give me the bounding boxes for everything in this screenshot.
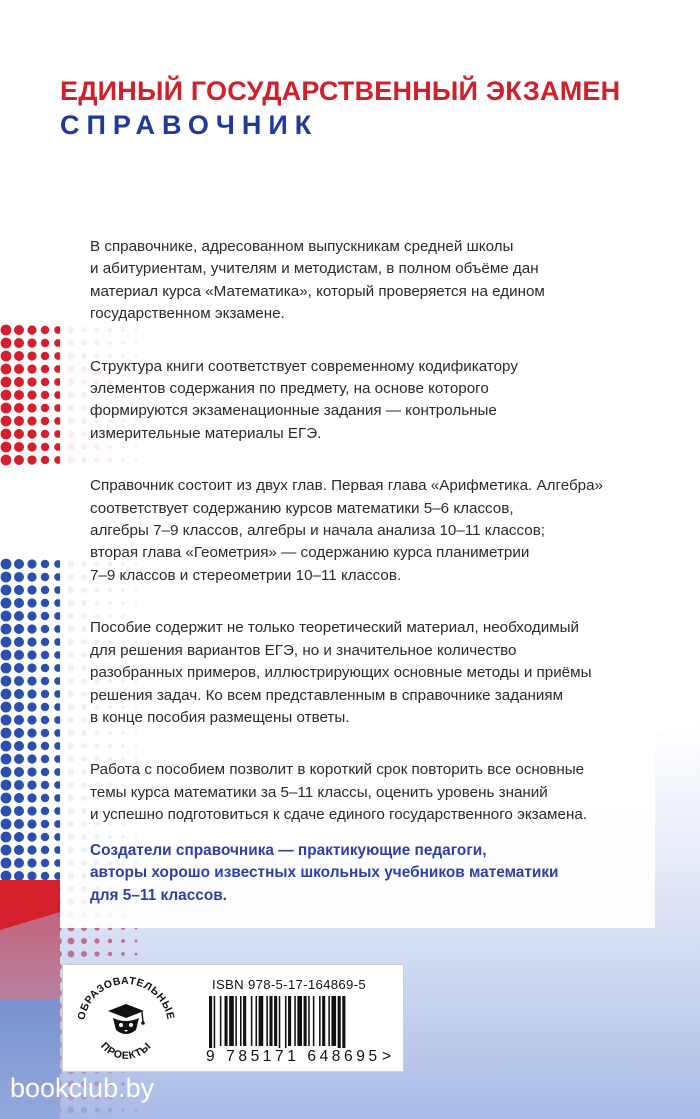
halftone-dot [14, 715, 24, 725]
halftone-dot [27, 325, 36, 334]
halftone-dot [27, 390, 36, 399]
barcode-bar [322, 996, 325, 1046]
barcode-bar [229, 996, 234, 1046]
halftone-dot [1, 390, 12, 401]
halftone-dot [14, 624, 24, 634]
halftone-dot [41, 352, 49, 360]
halftone-dot [14, 416, 24, 426]
halftone-dot [41, 703, 49, 711]
halftone-dot [27, 377, 36, 386]
halftone-dot [1, 741, 12, 752]
text-line: соответствует содержанию курсов математики 5–6 классов, [90, 499, 514, 517]
halftone-dot [14, 403, 24, 413]
isbn-number: ISBN 978-5-17-164869-5 [212, 977, 366, 992]
halftone-dot [27, 663, 36, 672]
barcode-bar [331, 996, 336, 1046]
halftone-dot [27, 572, 36, 581]
halftone-dot [1, 611, 12, 622]
description-paragraph [90, 617, 650, 729]
barcode-bar [214, 996, 216, 1054]
barcode-bar [288, 996, 291, 1046]
barcode-bar [240, 996, 242, 1046]
halftone-dot [41, 586, 49, 594]
halftone-dot [27, 676, 36, 685]
halftone-dot [41, 339, 49, 347]
halftone-dot [41, 768, 49, 776]
text-line: материал курса «Математика», который проверяется на едином [90, 282, 545, 300]
barcode-bar [251, 996, 253, 1046]
halftone-dot [27, 858, 36, 867]
halftone-dot [41, 833, 49, 841]
halftone-dot [14, 754, 24, 764]
halftone-dot [27, 832, 36, 841]
halftone-dot [41, 781, 49, 789]
halftone-dot [41, 872, 49, 880]
text-line: элементов содержания по предмету, на основе которого [90, 380, 489, 398]
halftone-dot [1, 585, 12, 596]
halftone-dot [1, 819, 12, 830]
halftone-dot [41, 755, 49, 763]
halftone-dot [27, 728, 36, 737]
creators-note [90, 840, 650, 907]
halftone-dot [1, 715, 12, 726]
barcode-bar [220, 996, 222, 1046]
barcode-bar [308, 996, 310, 1046]
halftone-dot [27, 338, 36, 347]
halftone-dot [1, 754, 12, 765]
halftone-dot [41, 638, 49, 646]
halftone-dot [14, 611, 24, 621]
halftone-dot [1, 637, 12, 648]
halftone-dot [41, 677, 49, 685]
halftone-dot [41, 378, 49, 386]
text-line: вторая глава «Геометрия» — содержанию курса планиметрии [90, 544, 530, 562]
halftone-dot [14, 442, 24, 452]
barcode-bars [209, 996, 345, 1054]
text-line: и успешно подготовиться к сдаче единого государственного экзамена. [90, 806, 588, 824]
halftone-dot [27, 793, 36, 802]
text-line: 7–9 классов и стереометрии 10–11 классов. [90, 566, 402, 584]
barcode-bar [225, 996, 228, 1046]
halftone-dot [1, 663, 12, 674]
halftone-dot [27, 715, 36, 724]
halftone-dot [27, 611, 36, 620]
text-line: измерительные материалы ЕГЭ. [90, 424, 322, 442]
barcode-bar [304, 996, 307, 1046]
halftone-dot [41, 651, 49, 659]
halftone-dot [41, 456, 49, 464]
halftone-dot [41, 716, 49, 724]
series-title: ЕДИНЫЙ ГОСУДАРСТВЕННЫЙ ЭКЗАМЕН [60, 76, 621, 106]
halftone-dot [14, 780, 24, 790]
barcode [205, 996, 385, 1054]
text-line: авторы хорошо известных школьных учебников математики [90, 864, 559, 882]
halftone-dot [1, 871, 12, 882]
text-line: для 5–11 классов. [90, 886, 227, 904]
barcode-bar [328, 996, 330, 1046]
halftone-dot [27, 702, 36, 711]
halftone-dot [27, 871, 36, 880]
halftone-dot [27, 455, 36, 464]
book-description [90, 236, 650, 857]
halftone-dot [27, 364, 36, 373]
halftone-dot [1, 559, 12, 570]
halftone-dot [41, 326, 49, 334]
halftone-dot [14, 377, 24, 387]
halftone-dot [14, 819, 24, 829]
halftone-dot [14, 572, 24, 582]
halftone-dot [27, 767, 36, 776]
text-line: темы курса математики за 5–11 классы, оценить уровень знаний [90, 783, 548, 801]
barcode-bar [342, 996, 345, 1054]
logo-text-bottom: ПРОЕКТЫ [98, 1039, 154, 1062]
halftone-dot [1, 364, 12, 375]
halftone-dot [14, 767, 24, 777]
description-paragraph [90, 475, 650, 587]
halftone-dot [41, 625, 49, 633]
halftone-dot [14, 338, 24, 348]
halftone-dot [1, 598, 12, 609]
halftone-dot [41, 846, 49, 854]
halftone-dot [41, 690, 49, 698]
halftone-dot [27, 845, 36, 854]
halftone-dot [27, 637, 36, 646]
halftone-dot [14, 598, 24, 608]
description-paragraph [90, 759, 650, 826]
halftone-dot [27, 780, 36, 789]
halftone-dot [14, 858, 24, 868]
barcode-bar [274, 996, 277, 1046]
halftone-dot [14, 793, 24, 803]
halftone-dot [41, 807, 49, 815]
barcode-bar [256, 996, 258, 1046]
halftone-dot [41, 404, 49, 412]
halftone-dot [41, 573, 49, 581]
text-line: В справочнике, адресованном выпускникам средней школы [90, 238, 514, 255]
barcode-bar [297, 996, 302, 1046]
halftone-dot [1, 429, 12, 440]
halftone-dot [41, 742, 49, 750]
halftone-dot [14, 351, 24, 361]
barcode-bar [338, 996, 341, 1054]
text-line: в конце пособия размещены ответы. [90, 708, 350, 726]
halftone-dot [1, 728, 12, 739]
halftone-dot [14, 455, 24, 465]
halftone-dot [27, 624, 36, 633]
text-line: государственном экзамене. [90, 305, 285, 323]
halftone-dot [27, 403, 36, 412]
text-line: Структура книги соответствует современному кодификатору [90, 357, 518, 375]
halftone-dot [1, 845, 12, 856]
text-line: Работа с пособием позволит в короткий срок повторить все основные [90, 761, 585, 779]
barcode-bar [285, 996, 287, 1054]
watermark-text: bookclub.by [10, 1073, 155, 1103]
halftone-dot [14, 559, 24, 569]
text-line: Создатели справочника — практикующие педагоги, [90, 842, 487, 859]
text-line: Справочник состоит из двух глав. Первая глава «Арифметика. Алгебра» [90, 477, 604, 495]
halftone-dot [27, 650, 36, 659]
halftone-dot [27, 806, 36, 815]
halftone-dot [27, 559, 36, 568]
halftone-dot [14, 676, 24, 686]
halftone-dot [27, 754, 36, 763]
halftone-dot [14, 390, 24, 400]
halftone-dot [41, 560, 49, 568]
text-line: и абитуриентам, учителям и методистам, в полном объёме дан [90, 260, 539, 278]
halftone-dot [41, 664, 49, 672]
halftone-dot [14, 702, 24, 712]
barcode-bar [259, 996, 264, 1046]
publisher-logo [66, 968, 186, 1068]
halftone-dot [14, 325, 24, 335]
halftone-dot [1, 455, 12, 466]
halftone-dot [41, 612, 49, 620]
halftone-dot [27, 416, 36, 425]
halftone-dot [27, 819, 36, 828]
description-paragraph [90, 236, 650, 326]
halftone-dot [1, 624, 12, 635]
halftone-dot [1, 676, 12, 687]
halftone-dot [41, 430, 49, 438]
halftone-dot [1, 767, 12, 778]
text-line: разобранных примеров, иллюстрирующих основные методы и приёмы [90, 664, 592, 682]
halftone-dot [41, 859, 49, 867]
halftone-dot [1, 650, 12, 661]
halftone-dot [27, 585, 36, 594]
halftone-dot [14, 364, 24, 374]
logo-text-top: ОБРАЗОВАТЕЛЬНЫЕ [75, 974, 177, 1022]
text-line: Пособие содержит не только теоретический материал, необходимый [90, 619, 580, 637]
barcode-bar [243, 996, 246, 1046]
halftone-dot [14, 663, 24, 673]
barcode-quiet-zone-mark: > [382, 1048, 392, 1065]
halftone-dot [1, 572, 12, 583]
barcode-bar [279, 996, 281, 1054]
halftone-dot [1, 338, 12, 349]
halftone-dot [14, 832, 24, 842]
halftone-dot [1, 325, 12, 336]
barcode-bar [294, 996, 296, 1046]
text-line: решения задач. Ко всем представленным в справочнике заданиям [90, 686, 564, 704]
halftone-dot [1, 351, 12, 362]
halftone-dot [14, 845, 24, 855]
halftone-dot [14, 637, 24, 647]
halftone-dot [14, 689, 24, 699]
halftone-dot [1, 806, 12, 817]
halftone-dot [1, 793, 12, 804]
halftone-dot [1, 377, 12, 388]
halftone-dot [14, 650, 24, 660]
halftone-dot [41, 391, 49, 399]
text-line: алгебры 7–9 классов, алгебры и начала анализа 10–11 классов; [90, 522, 546, 540]
halftone-dot [1, 442, 12, 453]
halftone-dot [14, 429, 24, 439]
book-type-title: СПРАВОЧНИК [60, 110, 319, 140]
svg-text:ПРОЕКТЫ [98, 1040, 154, 1062]
halftone-dot [41, 443, 49, 451]
halftone-dot [1, 416, 12, 427]
halftone-dot [14, 741, 24, 751]
graduate-cat-icon [108, 1004, 145, 1034]
description-paragraph [90, 356, 650, 446]
halftone-dot [27, 351, 36, 360]
halftone-dot [14, 806, 24, 816]
barcode-bar [209, 996, 212, 1054]
halftone-dot [14, 728, 24, 738]
barcode-bar [235, 996, 237, 1046]
halftone-dot [1, 832, 12, 843]
barcode-bar [319, 996, 321, 1046]
halftone-dot [14, 585, 24, 595]
text-line: формируются экзаменационные задания — контрольные [90, 402, 497, 420]
text-line: для решения вариантов ЕГЭ, но и значительное количество [90, 641, 517, 659]
halftone-dot [1, 689, 12, 700]
halftone-dot [1, 403, 12, 414]
halftone-dot [41, 729, 49, 737]
halftone-dot [27, 429, 36, 438]
halftone-dot [27, 442, 36, 451]
halftone-dot [1, 858, 12, 869]
halftone-dot [41, 365, 49, 373]
barcode-digits: 9 785171 648695 [206, 1048, 381, 1065]
halftone-dot [41, 794, 49, 802]
halftone-dot [41, 599, 49, 607]
barcode-bar [266, 996, 268, 1046]
halftone-dot [14, 871, 24, 881]
barcode-bar [313, 996, 315, 1046]
halftone-dot [1, 780, 12, 791]
halftone-dot [1, 702, 12, 713]
halftone-dot [27, 741, 36, 750]
barcode-bar [269, 996, 272, 1046]
halftone-dot [41, 820, 49, 828]
halftone-dot [27, 689, 36, 698]
halftone-dot [27, 598, 36, 607]
halftone-dot [41, 417, 49, 425]
